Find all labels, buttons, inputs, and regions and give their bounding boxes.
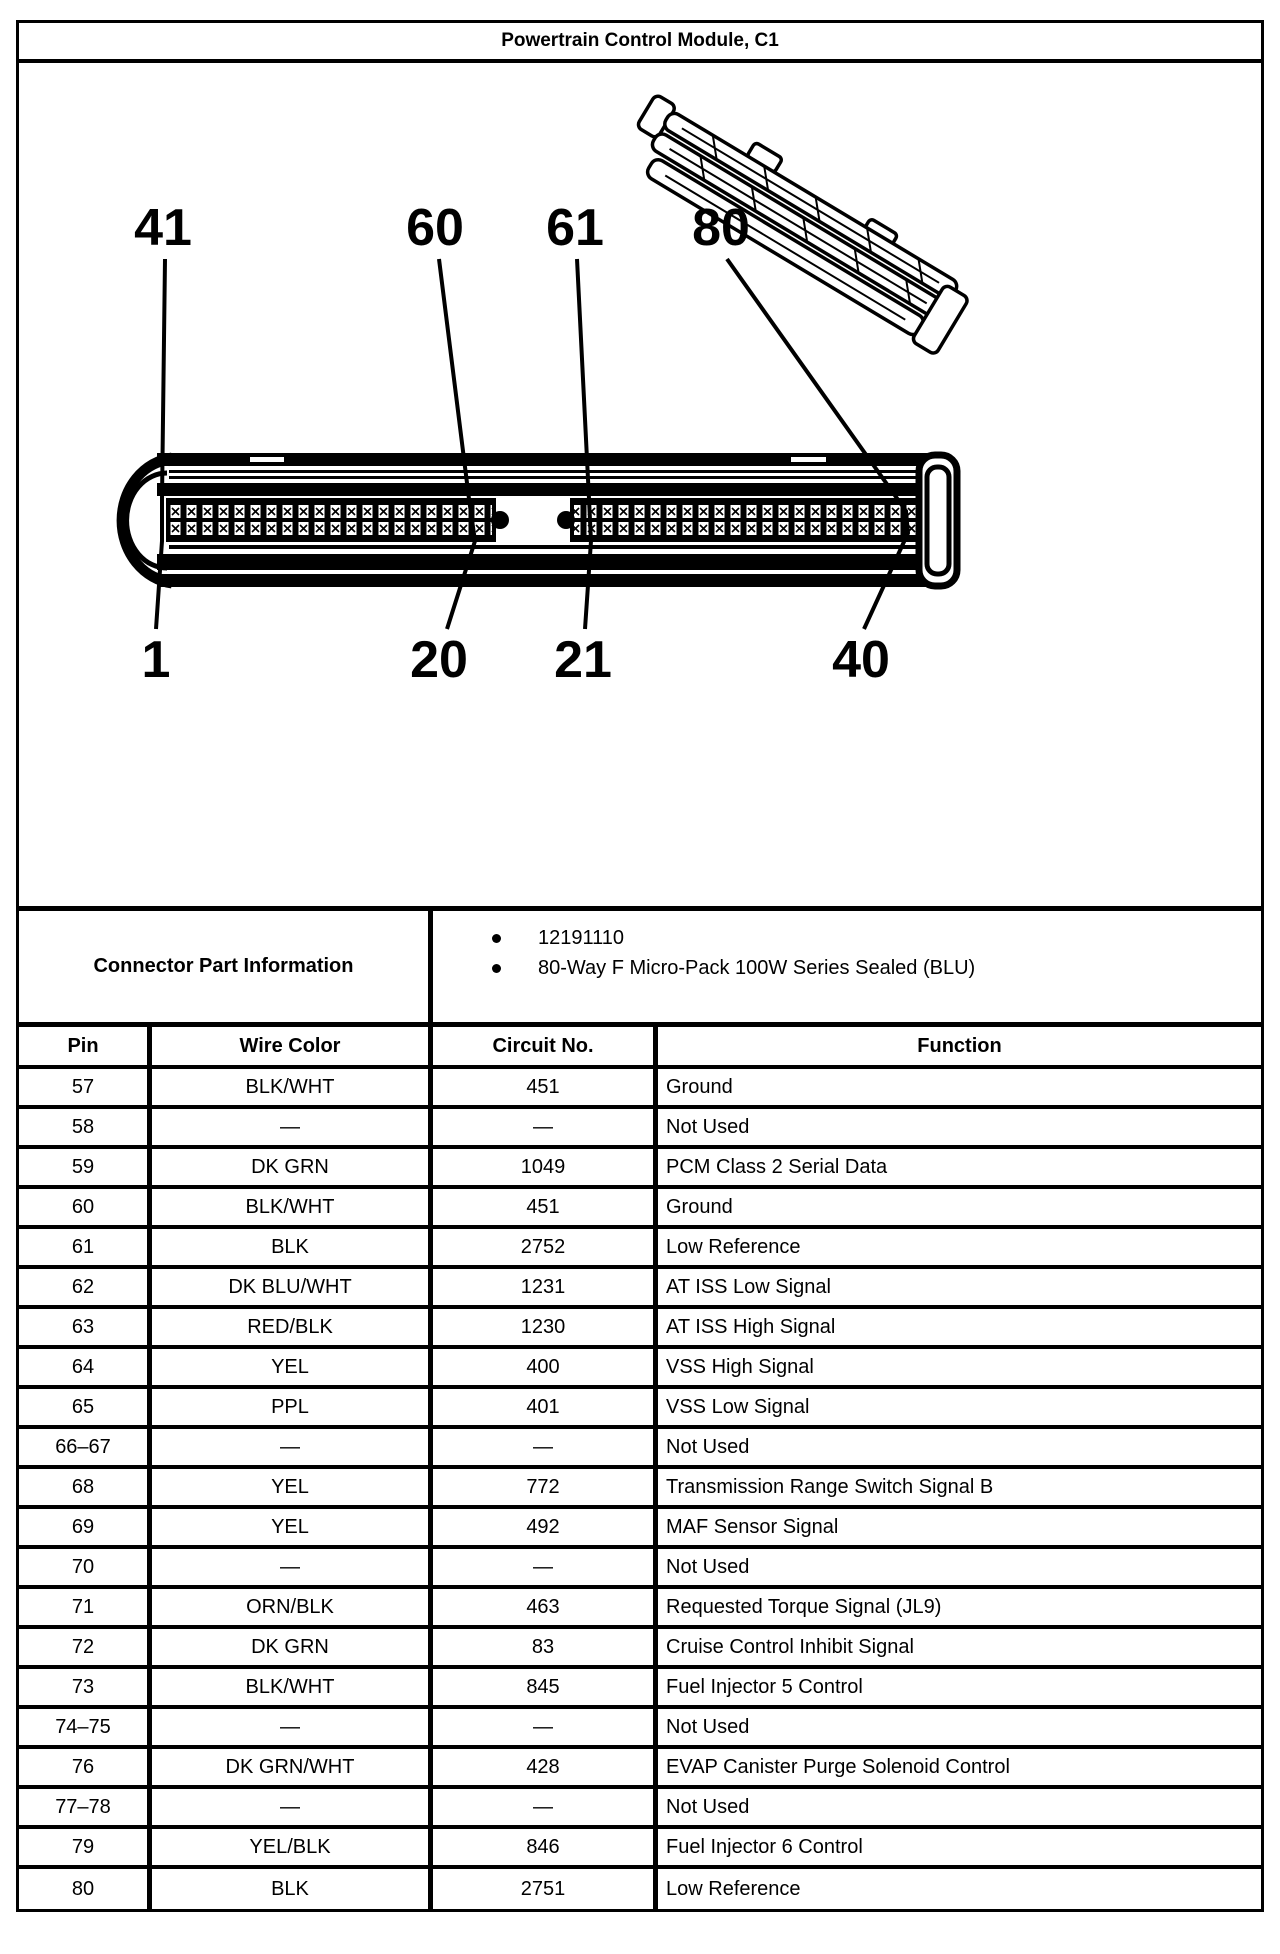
cell-pin: 80 <box>19 1869 152 1909</box>
cell-function: VSS Low Signal <box>666 1395 810 1418</box>
cell-circuit-no: 1231 <box>433 1269 658 1305</box>
part-info-label: Connector Part Information <box>93 955 354 977</box>
cell-pin: 59 <box>19 1149 152 1185</box>
part-info-item <box>492 923 1261 953</box>
pin-label-40: 40 <box>832 631 890 689</box>
cell-circuit-no: — <box>433 1789 658 1825</box>
cell-wire-color: — <box>152 1709 433 1745</box>
table-header-row <box>19 1022 1261 1069</box>
cell-wire-color: DK BLU/WHT <box>152 1269 433 1305</box>
cell-function: Requested Torque Signal (JL9) <box>666 1595 942 1618</box>
cell-wire-color: ORN/BLK <box>152 1589 433 1625</box>
pin-strip-left <box>168 500 494 540</box>
cell-circuit-no: 1230 <box>433 1309 658 1345</box>
pin-label-1: 1 <box>141 631 171 689</box>
cell-circuit-no: 401 <box>433 1389 658 1425</box>
table-row <box>19 1389 1261 1429</box>
column-header-circuit-no: Circuit No. <box>433 1027 658 1065</box>
leader-line-61-21 <box>577 259 591 629</box>
column-header-wire-color: Wire Color <box>152 1027 433 1065</box>
part-number: 12191110 <box>538 926 625 949</box>
leader-line-60-20 <box>439 259 475 629</box>
cell-pin: 63 <box>19 1309 152 1345</box>
cell-pin: 69 <box>19 1509 152 1545</box>
cell-function: Not Used <box>666 1795 750 1818</box>
pin-strip-right <box>572 500 918 540</box>
cell-wire-color: YEL <box>152 1349 433 1385</box>
cell-function: Low Reference <box>666 1877 801 1900</box>
cell-pin: 70 <box>19 1549 152 1585</box>
table-row <box>19 1549 1261 1589</box>
table-row <box>19 1189 1261 1229</box>
bullet-icon <box>492 964 501 973</box>
cell-function: VSS High Signal <box>666 1355 814 1378</box>
cell-wire-color: YEL <box>152 1469 433 1505</box>
table-row <box>19 1349 1261 1389</box>
cell-wire-color: RED/BLK <box>152 1309 433 1345</box>
leader-lines <box>156 259 908 629</box>
table-row <box>19 1709 1261 1749</box>
cell-pin: 62 <box>19 1269 152 1305</box>
cell-circuit-no: 492 <box>433 1509 658 1545</box>
cell-wire-color: YEL <box>152 1509 433 1545</box>
cell-function: Cruise Control Inhibit Signal <box>666 1635 914 1658</box>
cell-function: EVAP Canister Purge Solenoid Control <box>666 1755 1010 1778</box>
cell-circuit-no: 451 <box>433 1069 658 1105</box>
cell-function: MAF Sensor Signal <box>666 1515 839 1538</box>
bullet-icon <box>492 934 501 943</box>
cell-function: Fuel Injector 5 Control <box>666 1675 863 1698</box>
cell-pin: 61 <box>19 1229 152 1265</box>
cell-pin: 77–78 <box>19 1789 152 1825</box>
cell-circuit-no: 846 <box>433 1829 658 1865</box>
cell-wire-color: DK GRN/WHT <box>152 1749 433 1785</box>
cell-circuit-no: — <box>433 1709 658 1745</box>
cell-pin: 64 <box>19 1349 152 1385</box>
cell-wire-color: DK GRN <box>152 1149 433 1185</box>
table-row <box>19 1589 1261 1629</box>
connector-front-view <box>123 453 957 587</box>
cell-function: Ground <box>666 1195 733 1218</box>
cell-circuit-no: — <box>433 1109 658 1145</box>
cell-wire-color: YEL/BLK <box>152 1829 433 1865</box>
cell-circuit-no: — <box>433 1429 658 1465</box>
cell-pin: 71 <box>19 1589 152 1625</box>
cell-wire-color: PPL <box>152 1389 433 1425</box>
cell-circuit-no: 428 <box>433 1749 658 1785</box>
cell-function: AT ISS High Signal <box>666 1315 836 1338</box>
pin-callouts <box>134 199 890 689</box>
cell-wire-color: — <box>152 1789 433 1825</box>
cell-wire-color: BLK/WHT <box>152 1669 433 1705</box>
table-row <box>19 1229 1261 1269</box>
pin-label-80: 80 <box>692 199 750 257</box>
cell-wire-color: BLK/WHT <box>152 1189 433 1225</box>
part-info-item <box>492 953 1261 983</box>
cell-pin: 76 <box>19 1749 152 1785</box>
page-title: Powertrain Control Module, C1 <box>501 30 779 51</box>
table-row <box>19 1869 1261 1909</box>
cell-circuit-no: 772 <box>433 1469 658 1505</box>
connector-top-notch-right <box>791 457 826 462</box>
part-info-label-cell <box>19 911 433 1022</box>
pin-label-60: 60 <box>406 199 464 257</box>
table-row <box>19 1829 1261 1869</box>
cell-circuit-no: 845 <box>433 1669 658 1705</box>
cell-function: Not Used <box>666 1115 750 1138</box>
cell-pin: 57 <box>19 1069 152 1105</box>
cell-pin: 74–75 <box>19 1709 152 1745</box>
cell-circuit-no: 400 <box>433 1349 658 1385</box>
cell-pin: 66–67 <box>19 1429 152 1465</box>
cell-function: Transmission Range Switch Signal B <box>666 1475 994 1498</box>
cell-function: Not Used <box>666 1715 750 1738</box>
table-row <box>19 1669 1261 1709</box>
table-row <box>19 1109 1261 1149</box>
cell-wire-color: BLK <box>152 1869 433 1909</box>
pin-label-41: 41 <box>134 199 192 257</box>
part-info-values-cell <box>433 911 1261 1022</box>
cell-wire-color: BLK <box>152 1229 433 1265</box>
pin-label-20: 20 <box>410 631 468 689</box>
table-row <box>19 1149 1261 1189</box>
cell-circuit-no: — <box>433 1549 658 1585</box>
cell-circuit-no: 451 <box>433 1189 658 1225</box>
table-row <box>19 1789 1261 1829</box>
table-row <box>19 1629 1261 1669</box>
pin-label-21: 21 <box>554 631 612 689</box>
connector-part-info-section <box>19 906 1261 1022</box>
title-bar <box>19 23 1261 63</box>
pin-label-61: 61 <box>546 199 604 257</box>
cell-function: Not Used <box>666 1435 750 1458</box>
cell-wire-color: — <box>152 1429 433 1465</box>
connector-diagram-svg <box>19 63 1261 906</box>
connector-top-notch-left <box>250 457 284 462</box>
table-row <box>19 1429 1261 1469</box>
cell-pin: 60 <box>19 1189 152 1225</box>
table-row <box>19 1309 1261 1349</box>
manual-page <box>16 20 1264 1912</box>
cell-wire-color: — <box>152 1549 433 1585</box>
table-row <box>19 1269 1261 1309</box>
cell-pin: 58 <box>19 1109 152 1145</box>
table-row <box>19 1509 1261 1549</box>
connector-diagram <box>19 63 1261 906</box>
cell-function: Ground <box>666 1075 733 1098</box>
cell-pin: 72 <box>19 1629 152 1665</box>
cell-function: AT ISS Low Signal <box>666 1275 831 1298</box>
table-row <box>19 1749 1261 1789</box>
column-header-function: Function <box>917 1034 1002 1057</box>
cell-wire-color: — <box>152 1109 433 1145</box>
cell-pin: 65 <box>19 1389 152 1425</box>
connector-series: 80-Way F Micro-Pack 100W Series Sealed (BLU) <box>538 956 976 979</box>
cell-function: PCM Class 2 Serial Data <box>666 1155 888 1178</box>
cell-function: Not Used <box>666 1555 750 1578</box>
connector-3d-view <box>615 85 982 355</box>
cell-pin: 68 <box>19 1469 152 1505</box>
cell-circuit-no: 2751 <box>433 1869 658 1909</box>
cell-function: Fuel Injector 6 Control <box>666 1835 863 1858</box>
cell-circuit-no: 463 <box>433 1589 658 1625</box>
cell-pin: 79 <box>19 1829 152 1865</box>
pinout-table-body <box>19 1069 1261 1909</box>
table-row <box>19 1069 1261 1109</box>
cell-wire-color: BLK/WHT <box>152 1069 433 1105</box>
cell-pin: 73 <box>19 1669 152 1705</box>
cell-wire-color: DK GRN <box>152 1629 433 1665</box>
cell-function: Low Reference <box>666 1235 801 1258</box>
column-header-pin: Pin <box>19 1027 152 1065</box>
cell-circuit-no: 1049 <box>433 1149 658 1185</box>
table-row <box>19 1469 1261 1509</box>
cell-circuit-no: 83 <box>433 1629 658 1665</box>
cell-circuit-no: 2752 <box>433 1229 658 1265</box>
